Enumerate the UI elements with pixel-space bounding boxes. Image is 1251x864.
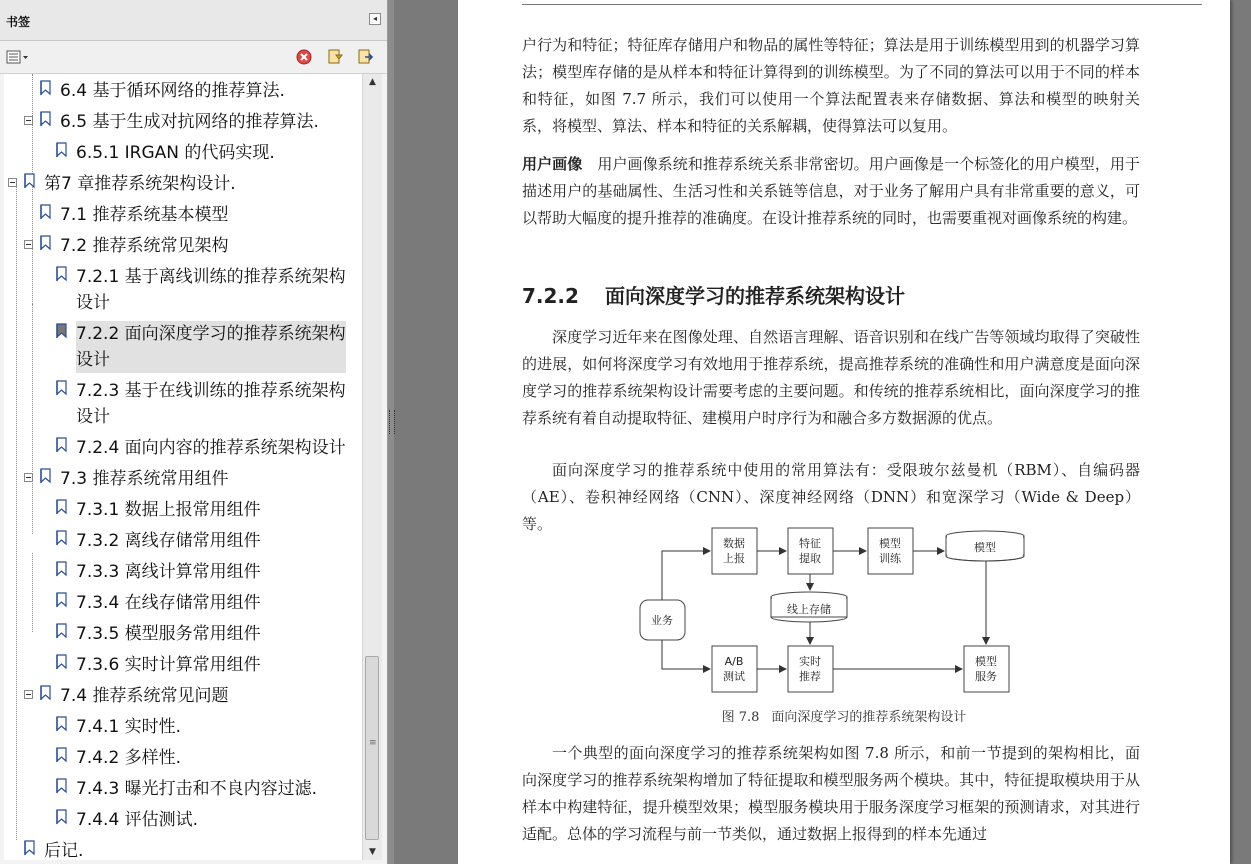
realtime-node [788, 646, 833, 692]
bookmark-icon [56, 380, 68, 396]
options-menu-icon[interactable] [6, 49, 30, 65]
bookmark-label: 7.3.6 实时计算常用组件 [76, 655, 261, 675]
model-service-label-1: 模型 [975, 655, 997, 668]
bookmark-item[interactable] [4, 588, 362, 619]
bookmark-icon [56, 623, 68, 639]
bookmark-label: 7.4.1 实时性. [76, 717, 182, 737]
bookmark-item[interactable] [4, 262, 362, 319]
model-store-node [946, 531, 1024, 561]
collapse-toggle-icon[interactable] [24, 240, 33, 249]
realtime-label-2: 推荐 [799, 670, 821, 683]
bookmark-icon [56, 499, 68, 515]
bookmark-item[interactable] [4, 138, 362, 169]
bookmark-label: 7.3.2 离线存储常用组件 [76, 531, 261, 551]
feature-label-2: 提取 [799, 552, 821, 565]
bookmarks-toolbar [0, 41, 387, 74]
scroll-grip-icon: ≡ [369, 738, 377, 748]
collapse-toggle-icon[interactable] [24, 690, 33, 699]
scroll-up-arrow-icon[interactable]: ▲ [369, 77, 376, 87]
bookmark-item[interactable] [4, 464, 362, 495]
paragraph-3: 深度学习近年来在图像处理、自然语言理解、语音识别和在线广告等领域均取得了突破性的进展，如何将深度学习有效地用于推荐系统，提高推荐系统的准确性和用户满意度是面向深度学习的推荐系统架构设计需要考虑的主要问题。和传统的推荐系统相比，面向深度学习的推荐系统有着自动提取特征、建模用户时序行为和融合多方数据源的优点。 [522, 328, 1140, 427]
bookmark-icon [56, 530, 68, 546]
feature-label-1: 特征 [799, 537, 821, 550]
section-number: 7.2.2 [522, 284, 579, 308]
bookmark-icon [56, 142, 68, 158]
bookmark-item[interactable] [4, 319, 362, 376]
business-label: 业务 [651, 614, 673, 627]
bookmark-icon [56, 747, 68, 763]
bookmark-item[interactable] [4, 774, 362, 805]
bookmark-icon [56, 716, 68, 732]
collapse-toggle-icon[interactable] [24, 116, 33, 125]
bookmark-item[interactable] [4, 836, 362, 860]
bookmark-item[interactable] [4, 557, 362, 588]
online-storage-node [771, 592, 847, 622]
feature-node [788, 528, 833, 574]
panel-header [0, 0, 387, 41]
bookmark-item[interactable] [4, 76, 362, 107]
bookmark-icon [40, 204, 52, 220]
train-node [868, 528, 913, 574]
bookmark-item[interactable] [4, 433, 362, 464]
bookmark-label: 7.1 推荐系统基本模型 [60, 205, 229, 225]
bookmark-item[interactable] [4, 495, 362, 526]
bookmark-icon [24, 840, 36, 856]
ab-test-node [712, 646, 757, 692]
model-service-label-2: 服务 [975, 670, 997, 683]
scroll-thumb[interactable] [365, 656, 379, 840]
paragraph-4: 面向深度学习的推荐系统中使用的常用算法有：受限玻尔兹曼机（RBM）、自编码器（AE）、卷积神经网络（CNN）、深度神经网络（DNN）和宽深学习（Wide & Deep）等。 [522, 461, 1140, 533]
bookmark-label: 7.2.1 基于离线训练的推荐系统架构 设计 [76, 267, 346, 313]
ab-test-label-2: 测试 [723, 670, 745, 683]
bookmark-item[interactable] [4, 376, 362, 433]
bookmark-item[interactable] [4, 743, 362, 774]
bookmark-label: 7.3 推荐系统常用组件 [60, 469, 229, 489]
bookmark-item[interactable] [4, 681, 362, 712]
user-profile-text: 用户画像系统和推荐系统关系非常密切。用户画像是一个标签化的用户模型，用于描述用户的基础属性、生活习性和关系链等信息，对于业务了解用户具有非常重要的意义，可以帮助大幅度的提升推荐的准确度。在设计推荐系统的同时，也需要重视对画像系统的构建。 [522, 155, 1140, 227]
collapse-toggle-icon[interactable] [24, 473, 33, 482]
train-label-2: 训练 [879, 552, 901, 565]
paragraph-user-profile [522, 151, 1140, 232]
bookmark-icon [40, 111, 52, 127]
user-profile-term: 用户画像 [522, 155, 583, 173]
bookmark-item[interactable] [4, 169, 362, 200]
bookmark-label: 7.3.1 数据上报常用组件 [76, 500, 261, 520]
bookmark-label: 7.4.4 评估测试. [76, 810, 199, 830]
bookmark-item[interactable] [4, 200, 362, 231]
bookmark-label: 7.3.4 在线存储常用组件 [76, 593, 261, 613]
bookmark-label: 6.5.1 IRGAN 的代码实现. [76, 143, 275, 163]
online-storage-label: 线上存储 [787, 603, 831, 616]
bookmark-icon [56, 561, 68, 577]
bookmark-label: 后记. [44, 841, 84, 860]
data-report-label-1: 数据 [723, 537, 745, 550]
figure-caption-text: 面向深度学习的推荐系统架构设计 [771, 710, 967, 725]
bookmark-icon [56, 654, 68, 670]
bookmark-icon [40, 468, 52, 484]
train-label-1: 模型 [879, 537, 901, 550]
bookmark-label: 7.2.2 面向深度学习的推荐系统架构 设计 [76, 321, 346, 373]
bookmark-icon [56, 592, 68, 608]
bookmark-item[interactable] [4, 650, 362, 681]
bookmark-item[interactable] [4, 805, 362, 836]
bookmarks-panel [0, 0, 388, 864]
paragraph-1: 户行为和特征；特征库存储用户和物品的属性等特征；算法是用于训练模型用到的机器学习算法；模型库存储的是从样本和特征计算得到的训练模型。为了不同的算法可以用于不同的样本和特征，如图 7.7 所示，我们可以使用一个算法配置表来存储数据、算法和模型的映射关系，将模型、算法、样本和特征的关系解耦，使得算法可以复用。 [522, 36, 1140, 135]
bookmark-icon [56, 809, 68, 825]
bookmark-item[interactable] [4, 619, 362, 650]
page-header-rule [522, 4, 1202, 5]
bookmark-icon [40, 685, 52, 701]
bookmark-label: 6.5 基于生成对抗网络的推荐算法. [60, 112, 319, 132]
bookmark-item[interactable] [4, 526, 362, 557]
bookmark-label: 7.3.5 模型服务常用组件 [76, 624, 261, 644]
bookmark-item[interactable] [4, 107, 362, 138]
bookmark-label: 6.4 基于循环网络的推荐算法. [60, 81, 285, 101]
bookmark-label: 7.2 推荐系统常见架构 [60, 236, 229, 256]
model-service-node [964, 646, 1009, 692]
bookmark-item[interactable] [4, 712, 362, 743]
collapse-toggle-icon[interactable] [8, 178, 17, 187]
bookmarks-scrollbar[interactable] [362, 74, 382, 860]
bookmark-icon [56, 778, 68, 794]
bookmark-label: 第7 章推荐系统架构设计. [44, 174, 236, 194]
figure-number: 图 7.8 [721, 710, 760, 725]
new-bookmark-icon[interactable] [327, 49, 343, 65]
collapse-panel-button[interactable]: ◂ [369, 13, 381, 25]
figure-caption [458, 706, 1230, 725]
section-heading [522, 280, 905, 309]
splitter-grip-icon [389, 410, 395, 434]
bookmark-label: 7.4.3 曝光打击和不良内容过滤. [76, 779, 318, 799]
data-report-label-2: 上报 [723, 552, 745, 565]
bookmark-label: 7.3.3 离线计算常用组件 [76, 562, 261, 582]
scroll-down-arrow-icon[interactable]: ▼ [369, 847, 376, 857]
realtime-label-1: 实时 [799, 655, 821, 668]
bookmark-label: 7.2.3 基于在线训练的推荐系统架构 设计 [76, 381, 346, 427]
bookmark-item[interactable] [4, 231, 362, 262]
bookmark-icon [56, 266, 68, 282]
bookmark-icon [40, 235, 52, 251]
model-store-label: 模型 [974, 541, 996, 554]
bookmark-icon [56, 437, 68, 453]
bookmark-label: 7.2.4 面向内容的推荐系统架构设计 [76, 438, 346, 458]
paragraph-5: 一个典型的面向深度学习的推荐系统架构如图 7.8 所示，和前一节提到的架构相比，面向深度学习的推荐系统架构增加了特征提取和模型服务两个模块。其中，特征提取模块用于从样本中构建特征，提升模型效果；模型服务模块用于服务深度学习框架的预测请求，对其进行适配。总体的学习流程与前一节类似，通过数据上报得到的样本先通过 [522, 744, 1140, 843]
panel-title: 书签 [6, 15, 31, 29]
section-title: 面向深度学习的推荐系统架构设计 [604, 284, 905, 308]
architecture-diagram [638, 520, 1038, 700]
ab-test-label-1: A/B [724, 655, 744, 668]
bookmark-label: 7.4.2 多样性. [76, 748, 182, 768]
expand-bookmark-icon[interactable] [357, 49, 373, 65]
bookmark-tree [4, 74, 362, 860]
document-page [458, 0, 1230, 864]
data-report-node [712, 528, 757, 574]
delete-bookmark-icon[interactable] [296, 49, 312, 65]
bookmark-icon [40, 80, 52, 96]
bookmark-icon [56, 323, 68, 339]
bookmark-label: 7.4 推荐系统常见问题 [60, 686, 229, 706]
bookmark-icon [24, 173, 36, 189]
